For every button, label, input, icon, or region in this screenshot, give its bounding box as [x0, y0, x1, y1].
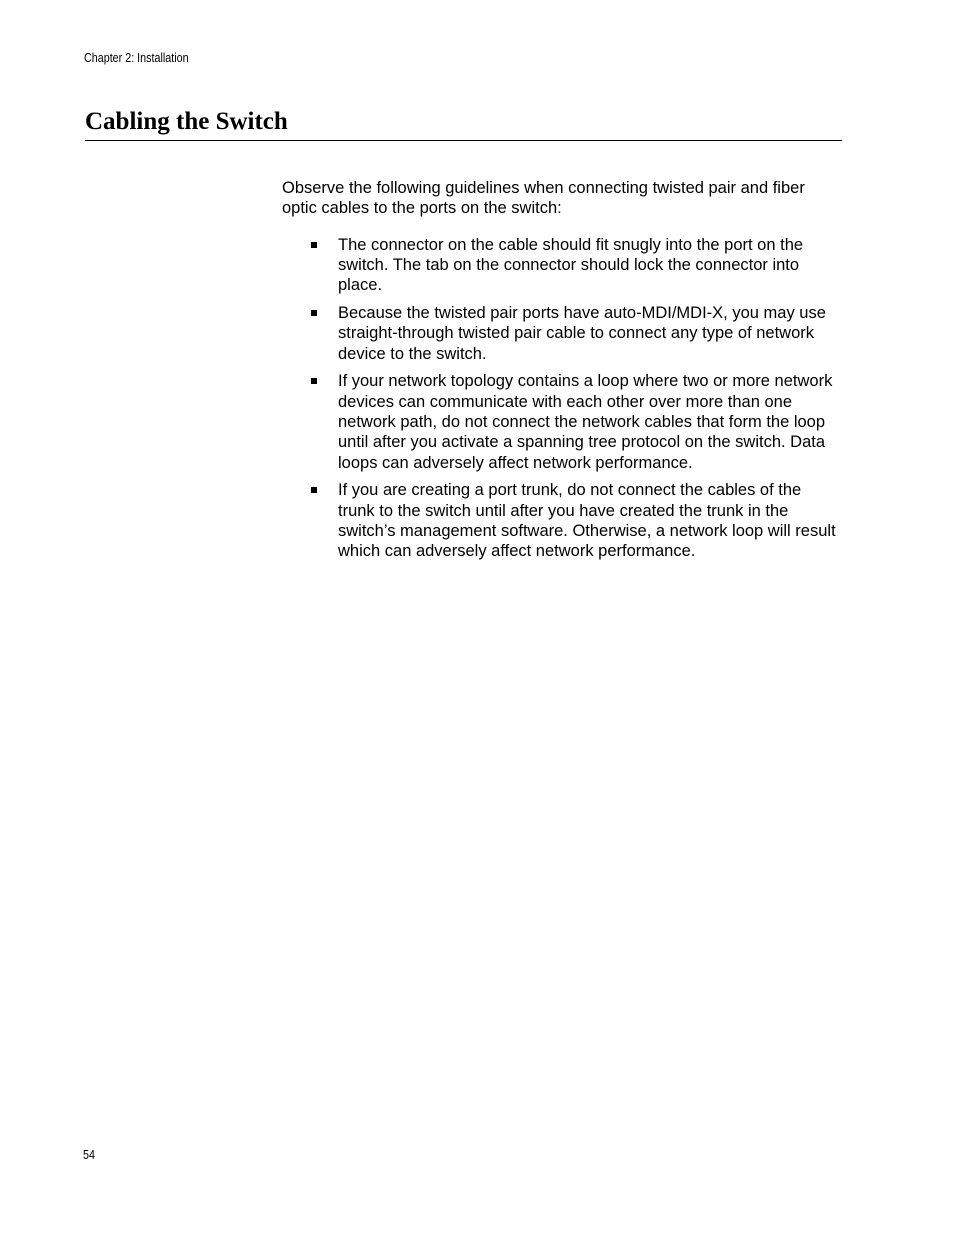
page-number: 54: [83, 1148, 95, 1162]
square-bullet-icon: [311, 378, 317, 384]
list-item: [282, 371, 842, 472]
section-body: [282, 178, 842, 569]
list-item-text: The connector on the cable should fit snugly into the port on the switch. The tab on the connector should lock the connector into place.: [338, 235, 804, 295]
square-bullet-icon: [311, 310, 317, 316]
running-header: Chapter 2: Installation: [84, 51, 189, 65]
intro-paragraph: Observe the following guidelines when connecting twisted pair and fiber optic cables to the ports on the switch:: [282, 179, 805, 218]
list-item: [282, 480, 842, 561]
section-title: Cabling the Switch: [85, 108, 288, 135]
title-rule: [85, 140, 842, 141]
square-bullet-icon: [311, 242, 317, 248]
guidelines-list: [282, 235, 842, 562]
list-item-text: If your network topology contains a loop where two or more network devices can communicate with each other over more than one network path, do not connect the network cables that form the loop until after you activate a spanning tree protocol on the switch. Data loops can adversely affect network performance.: [338, 372, 833, 472]
list-item-text: If you are creating a port trunk, do not connect the cables of the trunk to the switch until after you have created the trunk in the switch’s management software. Otherwise, a network loop will result which can adversely affect network performance.: [338, 481, 836, 561]
square-bullet-icon: [311, 487, 317, 493]
list-item-text: Because the twisted pair ports have auto-MDI/MDI-X, you may use straight-through twisted pair cable to connect any type of network device to the switch.: [338, 303, 826, 363]
list-item: [282, 303, 842, 364]
list-item: [282, 235, 842, 296]
